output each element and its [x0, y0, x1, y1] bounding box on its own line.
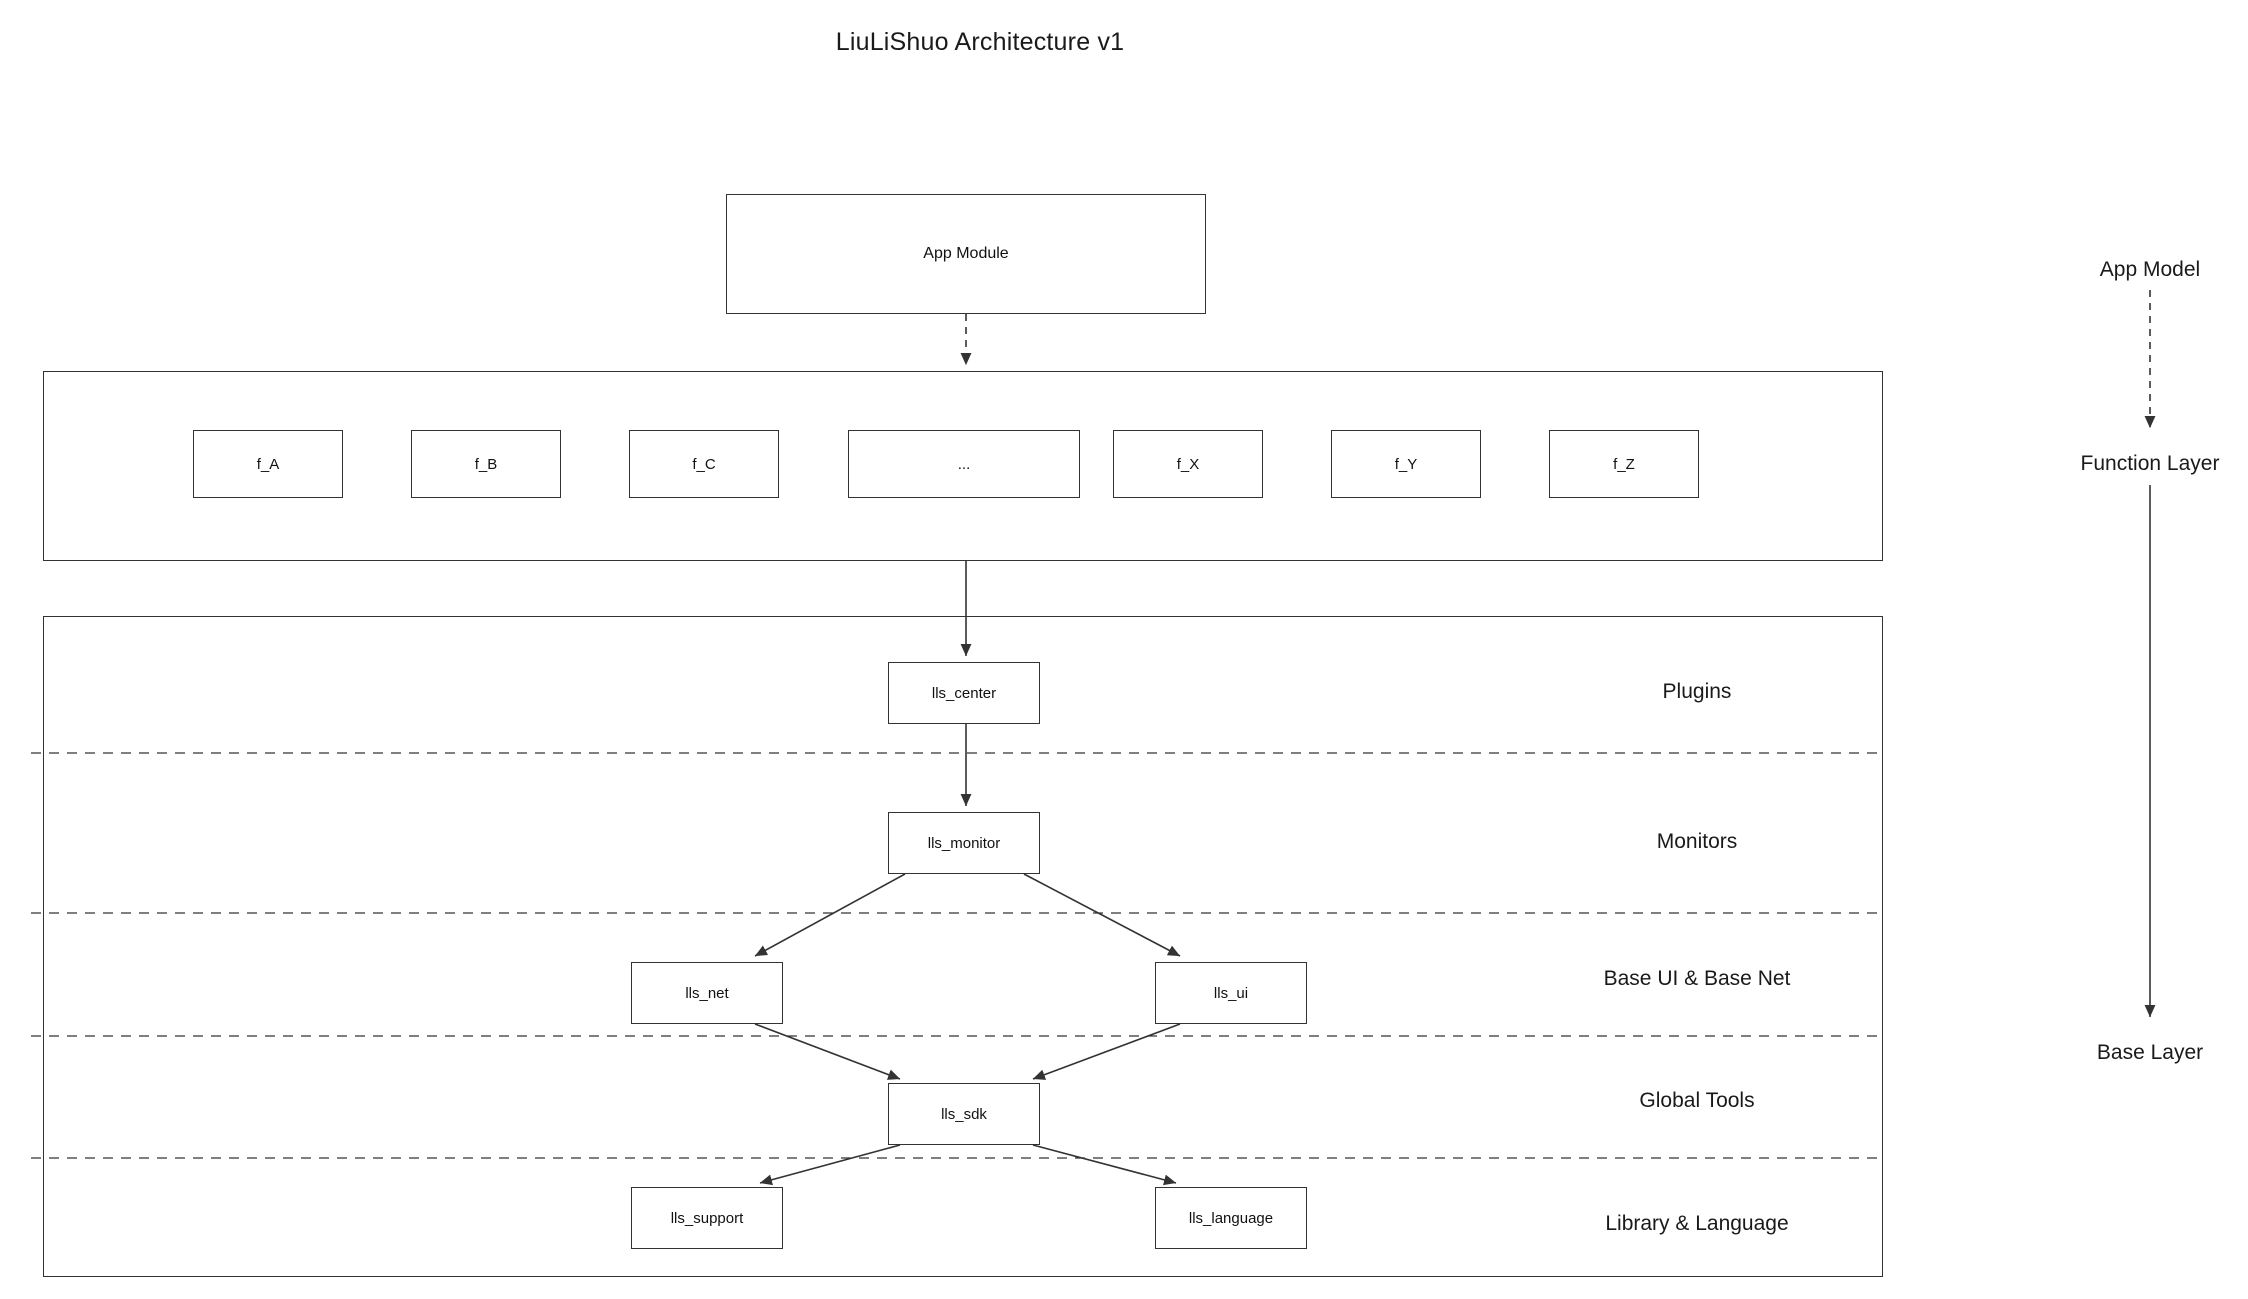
function-module-f_C[interactable]: f_C: [629, 430, 779, 498]
function-module-f_X[interactable]: f_X: [1113, 430, 1263, 498]
function-module-f_B[interactable]: f_B: [411, 430, 561, 498]
row-label-global-tools: Global Tools: [1639, 1089, 1755, 1112]
node-lls_net[interactable]: lls_net: [631, 962, 783, 1024]
diagram-title: LiuLiShuo Architecture v1: [835, 28, 1125, 56]
row-label-library-language: Library & Language: [1605, 1212, 1789, 1235]
node-lls_ui[interactable]: lls_ui: [1155, 962, 1307, 1024]
app-module-box[interactable]: App Module: [726, 194, 1206, 314]
function-module-f_A[interactable]: f_A: [193, 430, 343, 498]
row-label-base-ui-base-net: Base UI & Base Net: [1603, 967, 1791, 990]
node-lls_language[interactable]: lls_language: [1155, 1187, 1307, 1249]
node-lls_center[interactable]: lls_center: [888, 662, 1040, 724]
row-label-plugins: Plugins: [1662, 680, 1732, 703]
node-lls_support[interactable]: lls_support: [631, 1187, 783, 1249]
row-label-monitors: Monitors: [1656, 830, 1738, 853]
legend-label-function-layer: Function Layer: [2080, 452, 2220, 475]
node-lls_sdk[interactable]: lls_sdk: [888, 1083, 1040, 1145]
function-module-f_Z[interactable]: f_Z: [1549, 430, 1699, 498]
function-module-ellipsis[interactable]: ...: [848, 430, 1080, 498]
function-module-f_Y[interactable]: f_Y: [1331, 430, 1481, 498]
legend-label-app-model: App Model: [2099, 258, 2201, 281]
legend-label-base-layer: Base Layer: [2096, 1041, 2204, 1064]
node-lls_monitor[interactable]: lls_monitor: [888, 812, 1040, 874]
